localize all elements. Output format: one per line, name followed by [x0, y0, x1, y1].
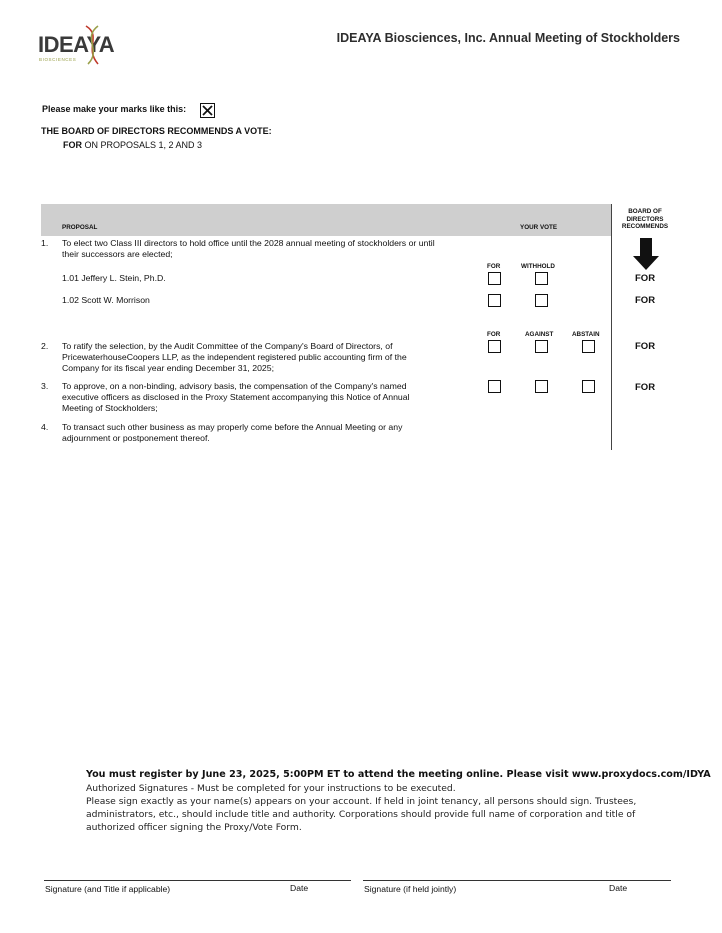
signing-instructions-line-3: authorized officer signing the Proxy/Vote Form. — [86, 822, 302, 833]
proposal-3-line-3: Meeting of Stockholders; — [62, 403, 158, 413]
registration-notice: You must register by June 23, 2025, 5:00PM ET to attend the meeting online. Please visit www.proxydocs.com/IDYA — [86, 769, 711, 780]
proposal-3-for-checkbox[interactable] — [488, 380, 501, 393]
proposal-3-text — [62, 381, 410, 414]
proposal-2-number: 2. — [41, 341, 49, 351]
proposal-2-for-checkbox[interactable] — [488, 340, 501, 353]
nominee-2-label: 1.02 Scott W. Morrison — [62, 295, 150, 305]
proposal-4-line-2: adjournment or postponement thereof. — [62, 433, 210, 443]
proposal-3-against-checkbox[interactable] — [535, 380, 548, 393]
proposal-3-number: 3. — [41, 381, 49, 391]
logo-subtitle: BIOSCIENCES — [39, 57, 77, 62]
option-withhold-label: WITHHOLD — [521, 263, 555, 270]
proposal-header: PROPOSAL — [62, 224, 98, 231]
proposal-2-against-checkbox[interactable] — [535, 340, 548, 353]
company-logo — [38, 24, 115, 68]
proposal-2-line-1: To ratify the selection, by the Audit Committee of the Company's Board of Directors, of — [62, 341, 393, 351]
option-for-label-2: FOR — [487, 331, 501, 338]
nominee-1-label: 1.01 Jeffery L. Stein, Ph.D. — [62, 273, 166, 283]
date-1-label: Date — [290, 883, 309, 893]
signature-1-label: Signature (and Title if applicable) — [45, 884, 171, 894]
x-mark-icon — [201, 104, 214, 117]
proposal-2-abstain-checkbox[interactable] — [582, 340, 595, 353]
board-recommends-header — [612, 208, 678, 231]
signing-instructions-line-2: administrators, etc., should include title and authority. Corporations should provide full name of corporation and title of — [86, 809, 636, 820]
proposal-2-line-2: PricewaterhouseCoopers LLP, as the independent registered public accounting firm of the — [62, 352, 407, 362]
page-title: IDEAYA Biosciences, Inc. Annual Meeting of Stockholders — [336, 31, 680, 45]
board-rec-line-2: DIRECTORS — [626, 215, 664, 223]
board-recommends-rest: ON PROPOSALS 1, 2 AND 3 — [84, 140, 203, 150]
recommendation-column-divider — [611, 204, 612, 450]
proposal-1-text — [62, 238, 435, 260]
dna-helix-icon — [80, 24, 106, 66]
option-abstain-label: ABSTAIN — [572, 331, 600, 338]
marks-instruction: Please make your marks like this: — [42, 104, 187, 114]
proposal-4-line-1: To transact such other business as may properly come before the Annual Meeting or any — [62, 422, 403, 432]
board-recommends-line2 — [63, 140, 202, 150]
down-arrow-icon — [633, 238, 659, 270]
your-vote-header: YOUR VOTE — [520, 224, 558, 231]
nominee-1-for-checkbox[interactable] — [488, 272, 501, 285]
proposal-1-line-1: To elect two Class III directors to hold office until the 2028 annual meeting of stockholders or until — [62, 238, 435, 248]
table-header-bar — [41, 204, 611, 236]
signing-instructions — [86, 795, 636, 834]
nominee-2-for-checkbox[interactable] — [488, 294, 501, 307]
nominee-2-recommendation: FOR — [635, 295, 656, 306]
proposal-1-line-2: their successors are elected; — [62, 249, 173, 259]
date-2-label: Date — [609, 883, 628, 893]
nominee-1-withhold-checkbox[interactable] — [535, 272, 548, 285]
option-against-label: AGAINST — [525, 331, 554, 338]
for-bold: FOR — [63, 140, 82, 150]
nominee-1-recommendation: FOR — [635, 273, 656, 284]
proposal-3-line-1: To approve, on a non-binding, advisory basis, the compensation of the Company's named — [62, 381, 407, 391]
proposal-2-recommendation: FOR — [635, 341, 656, 352]
proposal-2-line-3: Company for its fiscal year ending December 31, 2025; — [62, 363, 274, 373]
logo-wordmark: IDEAYA — [38, 32, 115, 57]
signature-line-2[interactable] — [363, 880, 671, 881]
example-mark-box — [200, 103, 215, 118]
nominee-2-withhold-checkbox[interactable] — [535, 294, 548, 307]
proposal-1-number: 1. — [41, 238, 49, 248]
signature-line-1[interactable] — [44, 880, 351, 881]
proposal-3-recommendation: FOR — [635, 382, 656, 393]
board-rec-line-1: BOARD OF — [628, 208, 662, 215]
authorized-signatures-note: Authorized Signatures - Must be completed for your instructions to be executed. — [86, 783, 456, 794]
board-rec-line-3: RECOMMENDS — [621, 223, 669, 230]
proposal-4-number: 4. — [41, 422, 49, 432]
board-recommends-heading: THE BOARD OF DIRECTORS RECOMMENDS A VOTE: — [41, 126, 272, 136]
proposal-3-line-2: executive officers as disclosed in the Proxy Statement accompanying this Notice of Annual — [62, 392, 410, 402]
signing-instructions-line-1: Please sign exactly as your name(s) appears on your account. If held in joint tenancy, all persons should sign. Trustees, — [86, 796, 637, 807]
proposal-2-text — [62, 341, 407, 374]
signature-2-label: Signature (if held jointly) — [364, 884, 457, 894]
option-for-label: FOR — [487, 263, 501, 270]
proposal-3-abstain-checkbox[interactable] — [582, 380, 595, 393]
proposal-4-text — [62, 422, 402, 444]
